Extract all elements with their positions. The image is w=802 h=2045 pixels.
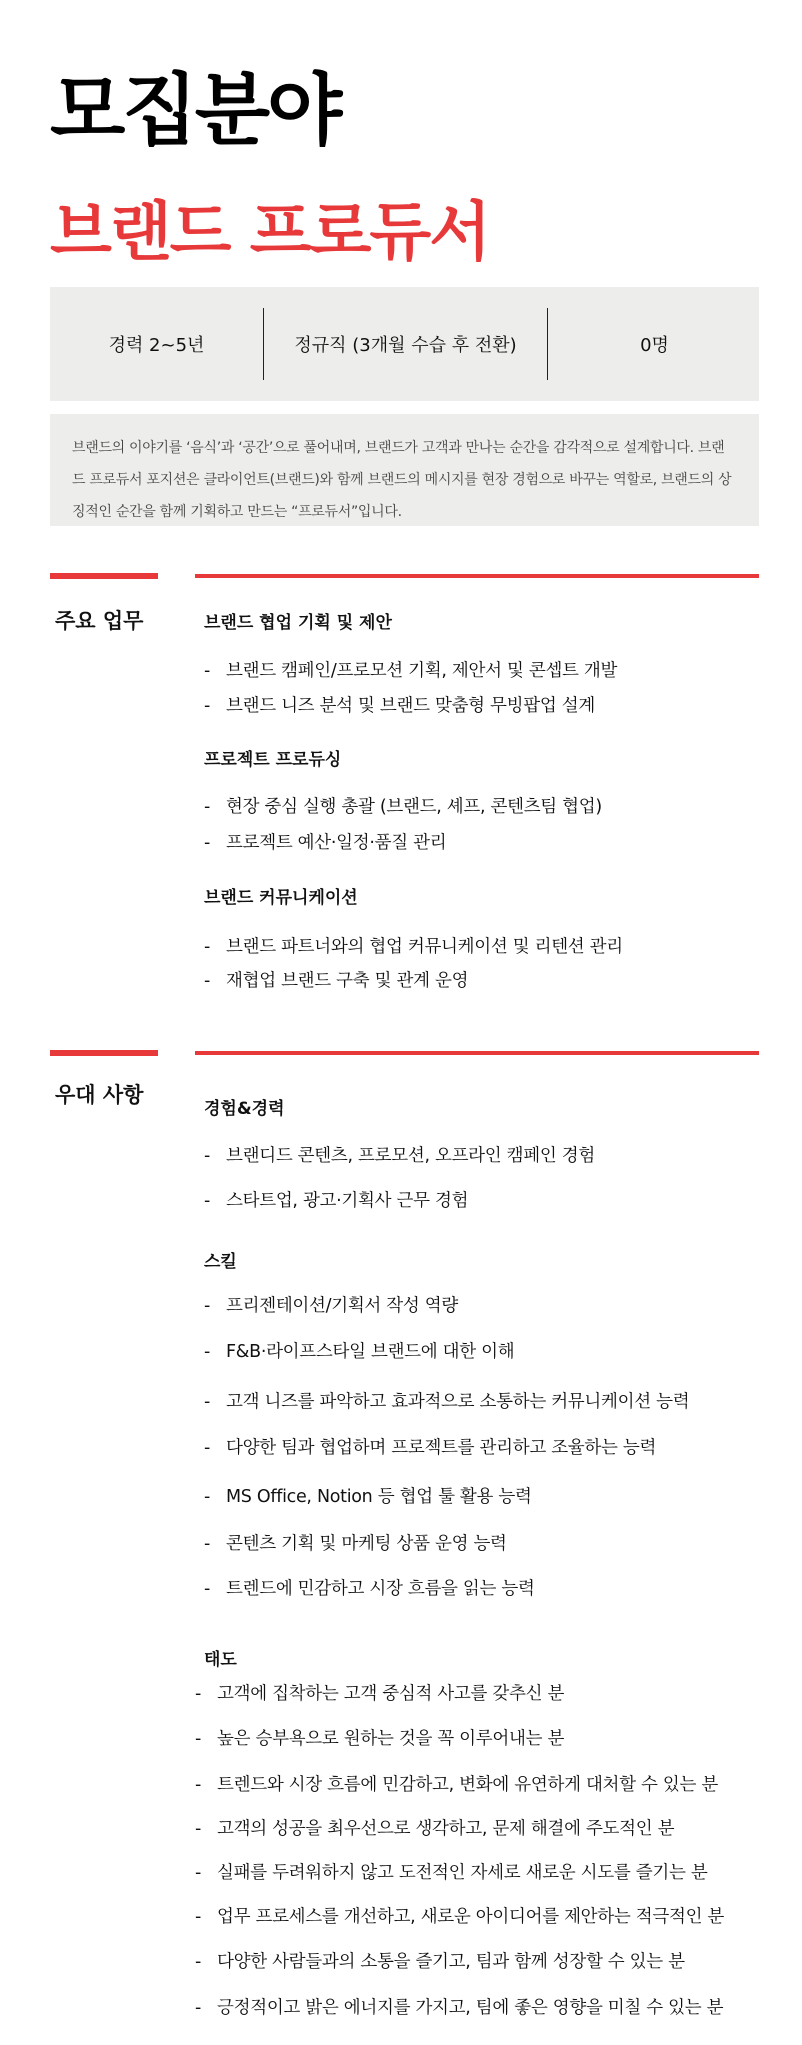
- list-item: - 브랜드 니즈 분석 및 브랜드 맞춤형 무빙팝업 설계: [204, 696, 595, 716]
- list-item: - 업무 프로세스를 개선하고, 새로운 아이디어를 제안하는 적극적인 분: [195, 1907, 725, 1927]
- list-item: - 실패를 두려워하지 않고 도전적인 자세로 새로운 시도를 즐기는 분: [195, 1863, 708, 1883]
- employment-type: 정규직 (3개월 수습 후 전환): [294, 335, 517, 356]
- list-item: - 다양한 사람들과의 소통을 즐기고, 팀과 함께 성장할 수 있는 분: [195, 1952, 685, 1972]
- section-accent-bar: [50, 1050, 158, 1056]
- list-item: - 고객 니즈를 파악하고 효과적으로 소통하는 커뮤니케이션 능력: [204, 1392, 690, 1412]
- list-item: - 브랜드 캠페인/프로모션 기획, 제안서 및 콘셉트 개발: [204, 661, 618, 681]
- list-item: - F&B·라이프스타일 브랜드에 대한 이해: [204, 1342, 515, 1362]
- experience: 경력 2~5년: [108, 335, 205, 356]
- job-summary-box: [50, 287, 759, 401]
- section-divider: [195, 574, 759, 578]
- preferred-group-title: 스킬: [204, 1252, 237, 1272]
- preferred-group-title: 경험&경력: [204, 1099, 285, 1119]
- duties-heading: 주요 업무: [55, 609, 144, 633]
- list-item: - 높은 승부욕으로 원하는 것을 꼭 이루어내는 분: [195, 1729, 565, 1749]
- position-description: 브랜드의 이야기를 ‘음식’과 ‘공간’으로 풀어내며, 브랜드가 고객과 만나는 순간을 감각적으로 설계합니다. 브랜드 프로듀서 포지션은 클라이언트(브랜드)와 함께 브랜드의 메시지를 현장 경험으로 바꾸는 역할로, 브랜드의 상징적인 순간을 함께 기획하고 만드는 “프로듀서”입니다.: [50, 414, 759, 526]
- page-title: 모집분야: [50, 66, 340, 156]
- section-accent-bar: [50, 573, 158, 579]
- list-item: - 콘텐츠 기획 및 마케팅 상품 운영 능력: [204, 1534, 507, 1554]
- position-title: 브랜드 프로듀서: [50, 196, 490, 270]
- list-item: - 현장 중심 실행 총괄 (브랜드, 셰프, 콘텐츠팀 협업): [204, 797, 602, 817]
- list-item: - 스타트업, 광고·기획사 근무 경험: [204, 1191, 469, 1211]
- duty-group-title: 브랜드 협업 기획 및 제안: [204, 613, 392, 633]
- list-item: - 고객의 성공을 최우선으로 생각하고, 문제 해결에 주도적인 분: [195, 1819, 675, 1839]
- list-item: - 재협업 브랜드 구축 및 관계 운영: [204, 971, 469, 991]
- duty-group-title: 프로젝트 프로듀싱: [204, 750, 342, 770]
- list-item: - MS Office, Notion 등 협업 툴 활용 능력: [204, 1487, 532, 1507]
- list-item: - 고객에 집착하는 고객 중심적 사고를 갖추신 분: [195, 1684, 565, 1704]
- preferred-group-title: 태도: [204, 1650, 237, 1670]
- list-item: - 다양한 팀과 협업하며 프로젝트를 관리하고 조율하는 능력: [204, 1438, 657, 1458]
- list-item: - 트렌드와 시장 흐름에 민감하고, 변화에 유연하게 대처할 수 있는 분: [195, 1775, 718, 1795]
- section-divider: [195, 1051, 759, 1055]
- list-item: - 프리젠테이션/기획서 작성 역량: [204, 1296, 458, 1316]
- list-item: - 긍정적이고 밝은 에너지를 가지고, 팀에 좋은 영향을 미칠 수 있는 분: [195, 1998, 724, 2018]
- preferred-heading: 우대 사항: [55, 1083, 144, 1107]
- list-item: - 브랜디드 콘텐츠, 프로모션, 오프라인 캠페인 경험: [204, 1146, 595, 1166]
- list-item: - 프로젝트 예산·일정·품질 관리: [204, 833, 447, 853]
- headcount: 0명: [640, 335, 669, 356]
- list-item: - 트렌드에 민감하고 시장 흐름을 읽는 능력: [204, 1579, 535, 1599]
- duty-group-title: 브랜드 커뮤니케이션: [204, 888, 358, 908]
- list-item: - 브랜드 파트너와의 협업 커뮤니케이션 및 리텐션 관리: [204, 937, 623, 957]
